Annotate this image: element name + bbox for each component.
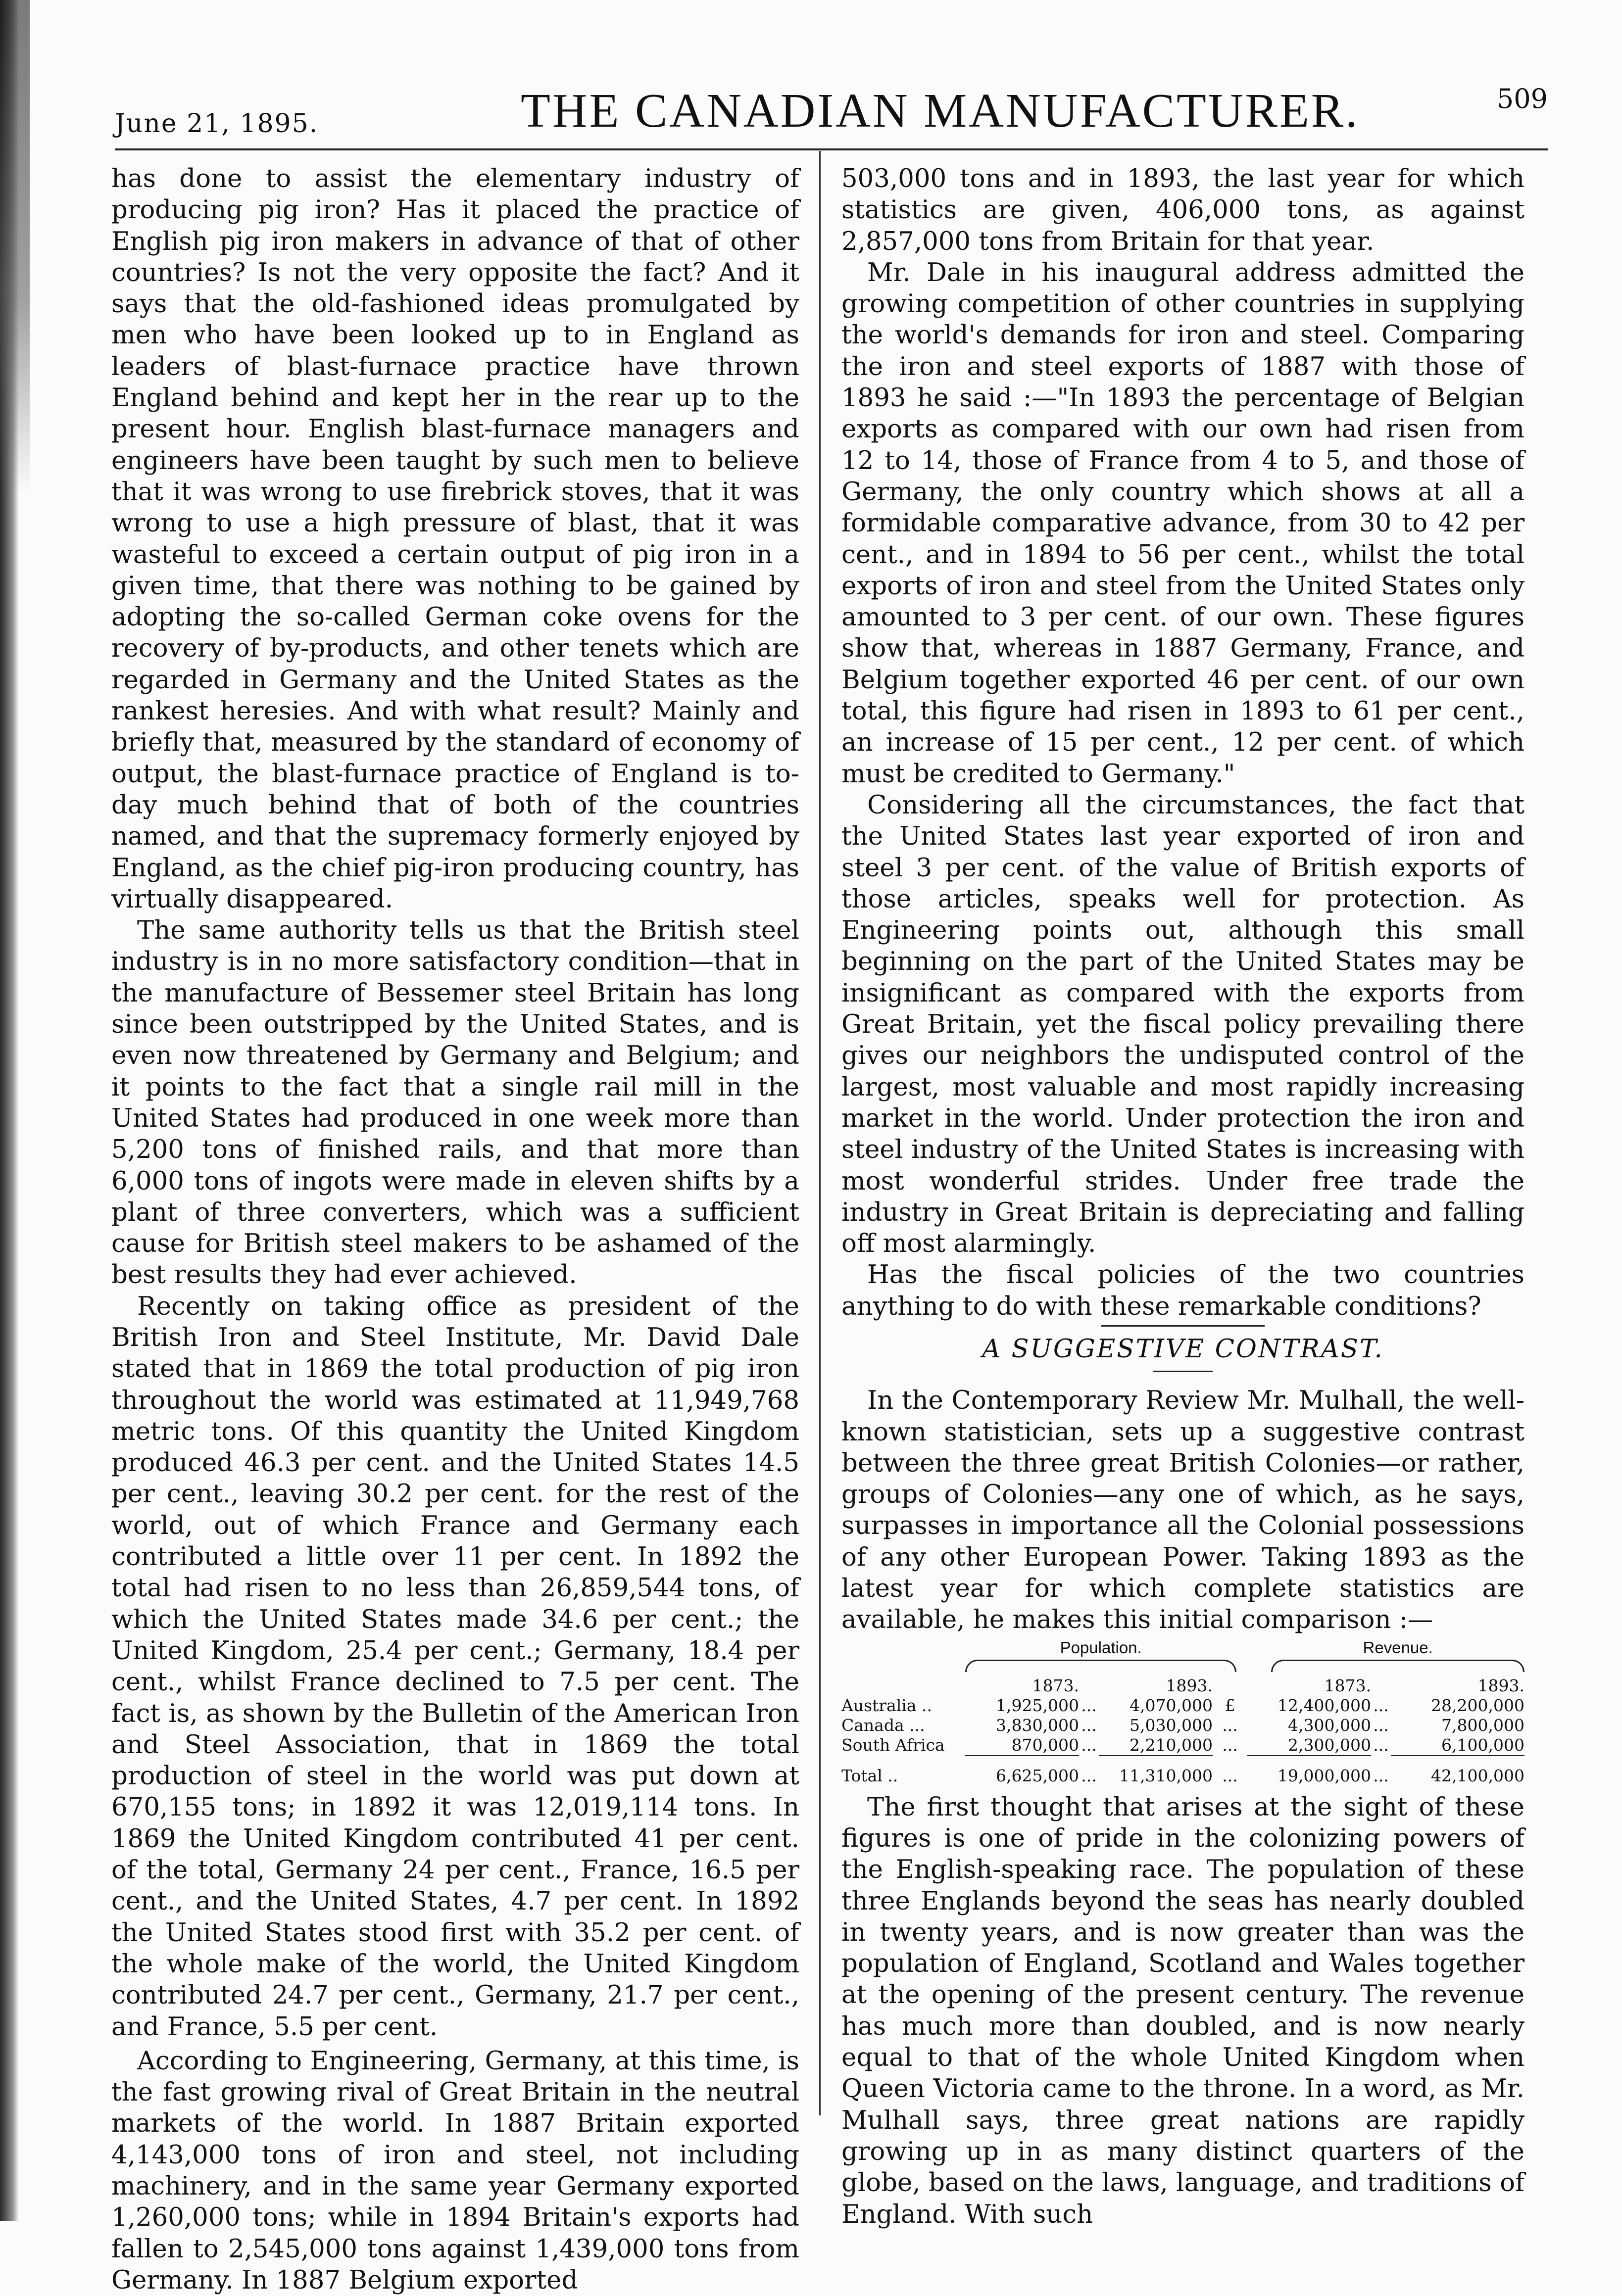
paragraph: 503,000 tons and in 1893, the last year for which statistics are given, 406,000 tons, as against 2,857,000 tons from Britain for that year.	[841, 164, 1524, 256]
cell: 11,310,000	[1119, 1766, 1213, 1785]
cell: 1,925,000	[996, 1695, 1079, 1715]
revenue-brace	[1271, 1660, 1524, 1672]
total-underline-row	[841, 1755, 1524, 1760]
page-header	[115, 74, 1548, 148]
paragraph: The first thought that arises at the sight of these figures is one of pride in the colonizing powers of the English-speaking race. The population of these three Englands beyond the seas has nearly doubled in twenty years, and is now greater than was the population of England, Scotland and Wales together at the opening of the present century. The revenue has much more than doubled, and is now nearly equal to that of the whole United Kingdom when Queen Victoria came to the throne. In a word, as Mr. Mulhall says, three great nations are rapidly growing up in as many distinct quarters of the globe, based on the laws, language, and traditions of England. With such	[841, 1792, 1524, 2229]
leader-dots: ...	[1373, 1766, 1389, 1785]
leader-dots: ...	[1081, 1695, 1097, 1715]
header-rule	[115, 148, 1548, 150]
publication-title: THE CANADIAN MANUFACTURER.	[521, 84, 1360, 138]
section-title-rule	[1153, 1371, 1213, 1372]
cell: 4,300,000	[1288, 1715, 1371, 1735]
issue-date: June 21, 1895.	[115, 109, 319, 139]
leader-dots: ...	[1222, 1766, 1238, 1785]
cell: 12,400,000	[1278, 1695, 1371, 1715]
paragraph: Recently on taking office as president of the British Iron and Steel Institute, Mr. David Dale stated that in 1869 the total production of pig iron throughout the world was estimated at 11,949,768 metric tons. Of this quantity the United Kingdom produced 46.3 per cent. and the United States 14.5 per cent., leaving 30.2 per cent. for the rest of the world, out of which France and Germany each contributed a little over 11 per cent. In 1892 the total had risen to no less than 26,859,544 tons, of which the United States made 34.6 per cent.; the United Kingdom, 25.4 per cent.; Germany, 18.4 per cent., whilst France declined to 7.5 per cent. The fact is, as shown by the Bulletin of the American Iron and Steel Association, that in 1869 the total production of steel in the world was put down at 670,155 tons; in 1892 it was 12,019,114 tons. In 1869 the United Kingdom contributed 41 per cent. of the total, Germany 24 per cent., France, 16.5 per cent., and the United States, 4.7 per cent. In 1892 the United States stood first with 35.2 per cent. of the whole make of the world, the United Kingdom contributed 24.7 per cent., Germany, 21.7 per cent., and France, 5.5 per cent.	[111, 1291, 799, 2042]
right-column	[841, 163, 1524, 2230]
cell: 5,030,000	[1130, 1715, 1213, 1735]
cell: 870,000	[1011, 1735, 1079, 1755]
cell: 6,625,000	[996, 1766, 1079, 1785]
column-divider	[819, 151, 821, 2115]
pound-sign: £	[1225, 1695, 1235, 1715]
cell: 7,800,000	[1441, 1715, 1524, 1735]
cell: 6,100,000	[1441, 1735, 1524, 1755]
table-row	[841, 1735, 1524, 1755]
page-number: 509	[1496, 83, 1548, 114]
paragraph: Mr. Dale in his inaugural address admitted the growing competition of other countries in supplying the world's demands for iron and steel. Comparing the iron and steel exports of 1887 with those of 1893 he said :—"In 1893 the percentage of Belgian exports as compared with our own had risen from 12 to 14, those of France from 4 to 5, and those of Germany, the only country which shows at all a formidable comparative advance, from 30 to 42 per cent., and in 1894 to 56 per cent., whilst the total exports of iron and steel from the United States only amounted to 3 per cent. of our own. These figures show that, whereas in 1887 Germany, France, and Belgium together exported 46 per cent. of our own total, this figure had risen in 1893 to 61 per cent., an increase of 15 per cent., 12 per cent. of which must be credited to Germany."	[841, 257, 1524, 789]
year-header: 1893.	[1477, 1675, 1524, 1695]
population-group-header: Population.	[965, 1638, 1236, 1672]
table-year-headers	[841, 1676, 1524, 1696]
row-label: Australia ..	[841, 1695, 932, 1715]
section-divider	[1101, 1325, 1265, 1327]
cell: 4,070,000	[1130, 1695, 1213, 1715]
leader-dots: ...	[1081, 1715, 1097, 1735]
table-total-row	[841, 1766, 1524, 1786]
revenue-group-header: Revenue.	[1271, 1638, 1524, 1672]
row-label: South Africa	[841, 1735, 945, 1755]
paragraph: Has the fiscal policies of the two countries anything to do with these remarkable conditions?	[841, 1260, 1524, 1321]
cell: 19,000,000	[1278, 1766, 1371, 1785]
leader-dots: ...	[1081, 1735, 1097, 1755]
cell: 2,300,000	[1288, 1735, 1371, 1755]
table-row	[841, 1716, 1524, 1735]
cell: 42,100,000	[1431, 1766, 1524, 1785]
paragraph: In the Contemporary Review Mr. Mulhall, the well-known statistician, sets up a suggestive contrast between the three great British Colonies—or rather, groups of Colonies—any one of which, as he says, surpasses in importance all the Colonial possessions of any other European Power. Taking 1893 as the latest year for which complete statistics are available, he makes this initial comparison :—	[841, 1386, 1524, 1635]
leader-dots: ...	[1222, 1735, 1238, 1755]
leader-dots: ...	[1373, 1695, 1389, 1715]
year-header: 1893.	[1166, 1675, 1213, 1695]
page-corner-shadow	[0, 0, 30, 495]
table-row	[841, 1696, 1524, 1716]
leader-dots: ...	[1373, 1735, 1389, 1755]
leader-dots: ...	[1373, 1715, 1389, 1735]
year-header: 1873.	[1032, 1675, 1079, 1695]
colonies-table	[841, 1638, 1524, 1786]
leader-dots: ...	[1222, 1715, 1238, 1735]
row-label: Canada ...	[841, 1715, 925, 1735]
year-header: 1873.	[1324, 1675, 1371, 1695]
cell: 28,200,000	[1431, 1695, 1524, 1715]
paragraph: According to Engineering, Germany, at this time, is the fast growing rival of Great Britain in the neutral markets of the world. In 1887 Britain exported 4,143,000 tons of iron and steel, not including machinery, and in the same year Germany exported 1,260,000 tons; while in 1894 Britain's exports had fallen to 2,545,000 tons against 1,439,000 tons from Germany. In 1887 Belgium exported	[111, 2046, 799, 2295]
paragraph: Considering all the circumstances, the fact that the United States last year exported of iron and steel 3 per cent. of the value of British exports of those articles, speaks well for protection. As Engineering points out, although this small beginning on the part of the United States may be insignificant as compared with the exports from Great Britain, yet the fiscal policy prevailing there gives our neighbors the undisputed control of the largest, most valuable and most rapidly increasing market in the world. Under protection the iron and steel industry of the United States is increasing with most wonderful strides. Under free trade the industry in Great Britain is depreciating and falling off most alarmingly.	[841, 790, 1524, 1259]
paragraph: The same authority tells us that the British steel industry is in no more satisfactory condition—that in the manufacture of Bessemer steel Britain has long since been outstripped by the United States, and is even now threatened by Germany and Belgium; and it points to the fact that a single rail mill in the United States had produced in one week more than 5,200 tons of finished rails, and that more than 6,000 tons of ingots were made in eleven shifts by a plant of three converters, which was a sufficient cause for British steel makers to be ashamed of the best results they had ever achieved.	[111, 915, 799, 1290]
row-label: Total ..	[841, 1766, 898, 1785]
cell: 3,830,000	[996, 1715, 1079, 1735]
paragraph: has done to assist the elementary industry of producing pig iron? Has it placed the practice of English pig iron makers in advance of that of other countries? Is not the very opposite the fact? And it says that the old-fashioned ideas promulgated by men who have been looked up to in England as leaders of blast-furnace practice have thrown England behind and kept her in the rear up to the present hour. English blast-furnace managers and engineers have been taught by such men to believe that it was wrong to use firebrick stoves, that it was wrong to use a high pressure of blast, that it was wasteful to exceed a certain output of pig iron in a given time, that there was nothing to be gained by adopting the so-called German coke ovens for the recovery of by-products, and other tenets which are regarded in Germany and the United States as the rankest heresies. And with what result? Mainly and briefly that, measured by the standard of economy of output, the blast-furnace practice of England is to-day much behind that of both of the countries named, and that the supremacy formerly enjoyed by England, as the chief pig-iron producing country, has virtually disappeared.	[111, 164, 799, 914]
cell: 2,210,000	[1130, 1735, 1213, 1755]
section-title: A SUGGESTIVE CONTRAST.	[982, 1334, 1384, 1364]
table-group-headers	[841, 1638, 1524, 1672]
population-brace	[965, 1660, 1236, 1672]
left-column	[111, 163, 799, 2296]
leader-dots: ...	[1081, 1766, 1097, 1785]
